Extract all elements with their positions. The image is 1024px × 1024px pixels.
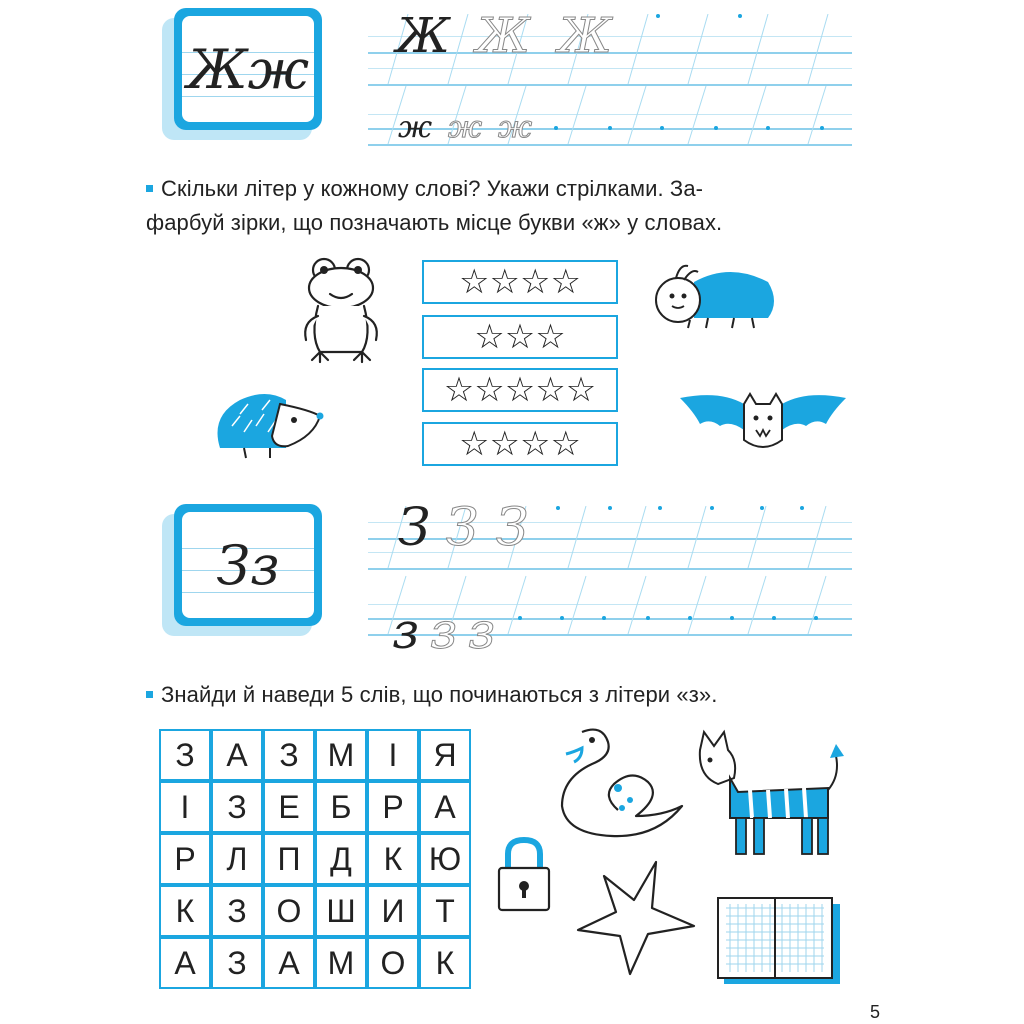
word-search-grid[interactable] [160,730,472,990]
grid-cell[interactable]: Л [211,833,263,885]
grid-cell[interactable]: М [315,937,367,989]
task-1-line-1: Скільки літер у кожному слові? Укажи стрілками. За- [161,176,704,201]
lock-icon [496,836,552,914]
letter-card-z [162,504,322,634]
hedgehog-icon [210,386,326,462]
grid-cell[interactable]: З [211,781,263,833]
trace-letter[interactable]: ж [448,110,483,145]
grid-cell[interactable]: І [367,729,419,781]
trace-letter[interactable]: Ж [476,8,530,64]
grid-cell[interactable]: Т [419,885,471,937]
star-row[interactable] [422,422,618,466]
star-icons[interactable]: ☆☆☆ [474,318,566,356]
grid-cell[interactable]: А [419,781,471,833]
grid-cell[interactable]: О [367,937,419,989]
star-icons[interactable]: ☆☆☆☆ [459,263,581,301]
grid-cell[interactable]: Я [419,729,471,781]
letter-card-zh [162,8,322,138]
snake-icon [552,726,688,842]
trace-letter[interactable]: з [468,602,496,660]
grid-cell[interactable]: З [159,729,211,781]
grid-cell[interactable]: З [211,885,263,937]
grid-cell[interactable]: Р [159,833,211,885]
sample-letter: ж [398,110,433,145]
grid-cell[interactable]: И [367,885,419,937]
grid-cell[interactable]: К [159,885,211,937]
grid-cell[interactable]: Д [315,833,367,885]
trace-letter[interactable]: З [446,498,479,558]
grid-cell[interactable]: Р [367,781,419,833]
sample-letter: з [392,602,420,660]
trace-letter[interactable]: З [496,498,529,558]
trace-letter[interactable]: Ж [558,8,612,64]
grid-cell[interactable]: К [419,937,471,989]
grid-cell[interactable]: К [367,833,419,885]
bullet-icon [146,691,153,698]
star-icons[interactable]: ☆☆☆☆ [459,425,581,463]
grid-cell[interactable]: П [263,833,315,885]
trace-letter[interactable]: з [430,602,458,660]
notebook-icon [716,894,840,986]
task-1-line-2: фарбуй зірки, що позначають місце букви «ж» у словах. [146,210,723,235]
grid-cell[interactable]: А [159,937,211,989]
grid-cell[interactable]: Ш [315,885,367,937]
task-2-line-1: Знайди й наведи 5 слів, що починаються з літери «з». [161,682,718,707]
writing-lines-z [368,498,852,666]
grid-cell[interactable]: З [211,937,263,989]
grid-cell[interactable]: Б [315,781,367,833]
sample-letter: З [398,498,431,558]
star-row[interactable] [422,315,618,359]
star-row[interactable] [422,260,618,304]
star-icons[interactable]: ☆☆☆☆☆ [443,371,597,409]
frog-icon [298,256,384,366]
star-row[interactable] [422,368,618,412]
bat-icon [680,390,846,456]
trace-letter[interactable]: ж [498,110,533,145]
grid-cell[interactable]: І [159,781,211,833]
grid-cell[interactable]: А [211,729,263,781]
zebra-icon [690,726,854,858]
grid-cell[interactable]: О [263,885,315,937]
bullet-icon [146,185,153,192]
grid-cell[interactable]: А [263,937,315,989]
card-letters: Зз [216,534,280,597]
card-letters: Жж [186,38,310,101]
grid-cell[interactable]: Е [263,781,315,833]
grid-cell[interactable]: М [315,729,367,781]
page-number: 5 [869,1002,880,1022]
task-1-instruction [146,172,722,240]
bug-icon [650,262,780,332]
grid-cell[interactable]: З [263,729,315,781]
task-2-instruction [146,678,717,712]
sample-letter: Ж [396,8,450,64]
star-icon [574,856,698,980]
writing-lines-zh [368,8,852,150]
grid-cell[interactable]: Ю [419,833,471,885]
